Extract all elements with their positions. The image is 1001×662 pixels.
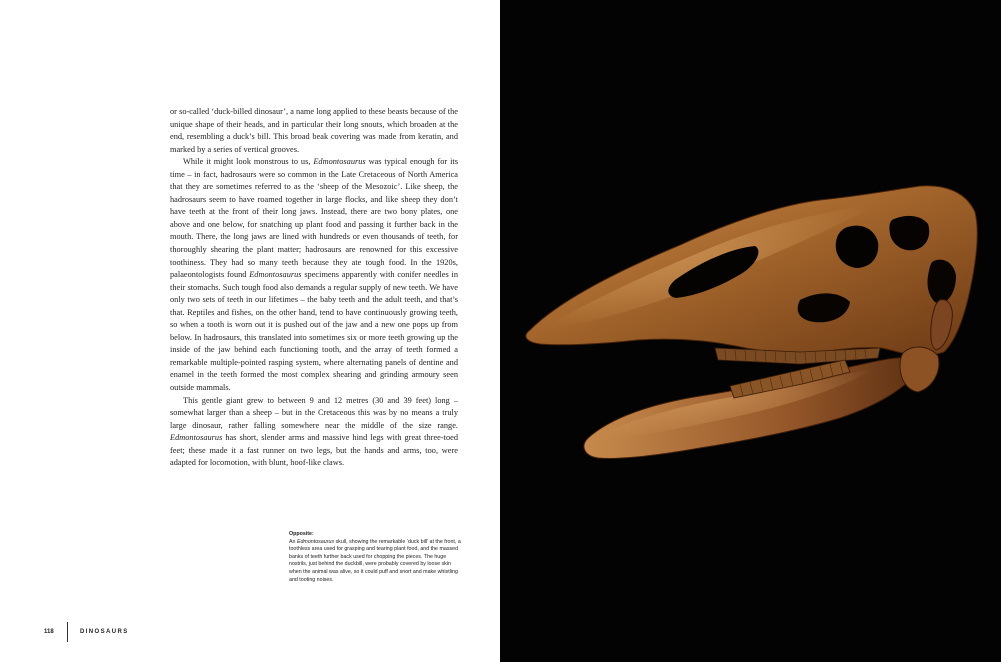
text-run: or so-called ‘duck-billed dinosaur’, a name long applied to these beasts because of the unique shape of their heads, and in particular their long snouts, which broaden at the end, resembling a duck’s bill. This broad beak covering was made from keratin, and marked by a series of vertical grooves. (170, 107, 458, 154)
body-paragraph (170, 156, 458, 394)
text-run: specimens apparently with conifer needles in their stomachs. Such tough food also demands a regular supply of new teeth. We have only two sets of teeth in our lifetimes – the baby teeth and the adult teeth, and that’s that. Reptiles and fishes, on the other hand, tend to have continuously growing teeth, so when a tooth is worn out it is pushed out of the jaw and a new one pops up from below. In hadrosaurs, this translated into sometimes six or more teeth growing up the inside of the jaw behind each functioning tooth, and the array of teeth formed a remarkable multiple-pointed rasping system, where alternating panels of dentine and enamel in the teeth formed the most complex shearing and grinding armoury seen outside mammals. (170, 270, 458, 393)
caption-title: Opposite: (289, 531, 314, 537)
italic-run: Edmontosaurus (249, 270, 302, 280)
photo-caption (289, 531, 461, 584)
page-number: 118 (44, 629, 54, 635)
italic-run: Edmontosaurus (170, 433, 223, 443)
italic-run: Edmontosaurus (313, 157, 366, 167)
text-run: has short, slender arms and massive hind legs with great three-toed feet; these made it a fast runner on two legs, but the hands and arms, too, were adapted for locomotion, with blunt, hoof-like claws. (170, 433, 458, 468)
edmontosaurus-skull-photo (500, 0, 1001, 662)
text-run: was typical enough for its time – in fact, hadrosaurs were so common in the Late Cretaceous of North America that they are sometimes referred to as the ‘sheep of the Mesozoic’. Like sheep, the hadrosaurs seem to have roamed together in large flocks, and like sheep they don’t have teeth at the front of their long jaws. Instead, there are two bony plates, one above and one below, for snatching up plant food and passing it further back in the mouth. There, the long jaws are lined with hundreds or even thousands of teeth, for thoroughly shearing the plant matter; hadrosaurs are renowned for this excessive toothiness. They had so many teeth because they ate tough food. In the 1920s, palaeontologists found (170, 157, 458, 280)
caption-italic-run: Edmontosaurus (296, 538, 335, 545)
left-page (0, 0, 500, 662)
body-paragraph (170, 106, 458, 156)
caption-text-run: skull, showing the remarkable ‘duck bill’ at the front, a toothless area used for grasping and tearing plant food, and the massed banks of teeth further back used for chopping the pieces. The huge nostrils, just behind the duckbill, were probably covered by loose skin when the animal was alive, so it could puff and snort and make whistling and tooting noises. (289, 538, 461, 583)
body-text (170, 106, 458, 470)
footer-divider (67, 622, 68, 642)
text-run: This gentle giant grew to between 9 and 12 metres (30 and 39 feet) long – somewhat larger than a sheep – but in the Cretaceous this was by no means a truly large dinosaur, rather falling somewhere near the middle of the size range. (170, 395, 458, 430)
right-page (500, 0, 1001, 662)
caption-body (289, 539, 461, 583)
body-paragraph (170, 395, 458, 470)
text-run: While it might look monstrous to us, (183, 157, 314, 167)
running-head: DINOSAURS (80, 629, 129, 635)
caption-text-run: An (289, 538, 297, 545)
